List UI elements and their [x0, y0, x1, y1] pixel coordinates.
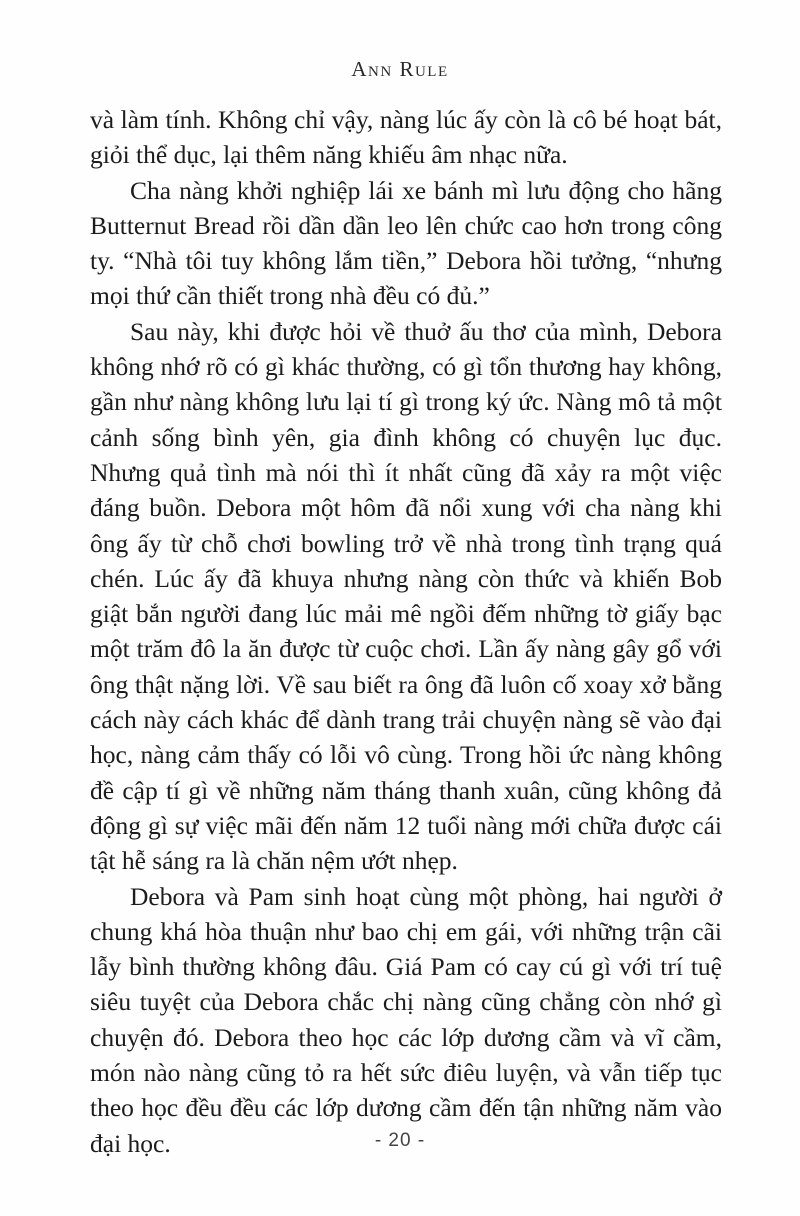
body-text [90, 102, 722, 1161]
paragraph: Sau này, khi được hỏi về thuở ấu thơ của mình, Debora không nhớ rõ có gì khác thường, có gì tổn thương hay không, gần như nàng không lưu lại tí gì trong ký ức. Nàng mô tả một cảnh sống bình yên, gia đình không có chuyện lục đục. Nhưng quả tình mà nói thì ít nhất cũng đã xảy ra một việc đáng buồn. Debora một hôm đã nổi xung với cha nàng khi ông ấy từ chỗ chơi bowling trở về nhà trong tình trạng quá chén. Lúc ấy đã khuya nhưng nàng còn thức và khiến Bob giật bắn người đang lúc mải mê ngồi đếm những tờ giấy bạc một trăm đô la ăn được từ cuộc chơi. Lần ấy nàng gây gổ với ông thật nặng lời. Về sau biết ra ông đã luôn cố xoay xở bằng cách này cách khác để dành trang trải chuyện nàng sẽ vào đại học, nàng cảm thấy có lỗi vô cùng. Trong hồi ức nàng không đề cập tí gì về những năm tháng thanh xuân, cũng không đả động gì sự việc mãi đến năm 12 tuổi nàng mới chữa được cái tật hễ sáng ra là chăn nệm ướt nhẹp. [90, 316, 722, 876]
running-head-author: Ann Rule [351, 57, 449, 81]
page-number: - 20 - [374, 1130, 426, 1151]
paragraph: Cha nàng khởi nghiệp lái xe bánh mì lưu động cho hãng Butternut Bread rồi dần dần leo lên chức cao hơn trong công ty. “Nhà tôi tuy không lắm tiền,” Debora hồi tưởng, “nhưng mọi thứ cần thiết trong nhà đều có đủ.” [90, 175, 722, 311]
paragraph-continued: và làm tính. Không chỉ vậy, nàng lúc ấy còn là cô bé hoạt bát, giỏi thể dục, lại thêm năng khiếu âm nhạc nữa. [90, 105, 722, 170]
paragraph: Debora và Pam sinh hoạt cùng một phòng, hai người ở chung khá hòa thuận như bao chị em gái, với những trận cãi lẫy bình thường không đâu. Giá Pam có cay cú gì với trí tuệ siêu tuyệt của Debora chắc chị nàng cũng chẳng còn nhớ gì chuyện đó. Debora theo học các lớp dương cầm và vĩ cầm, món nào nàng cũng tỏ ra hết sức điêu luyện, và vẫn tiếp tục theo học đều đều các lớp dương cầm đến tận những năm vào đại học. [90, 881, 722, 1158]
